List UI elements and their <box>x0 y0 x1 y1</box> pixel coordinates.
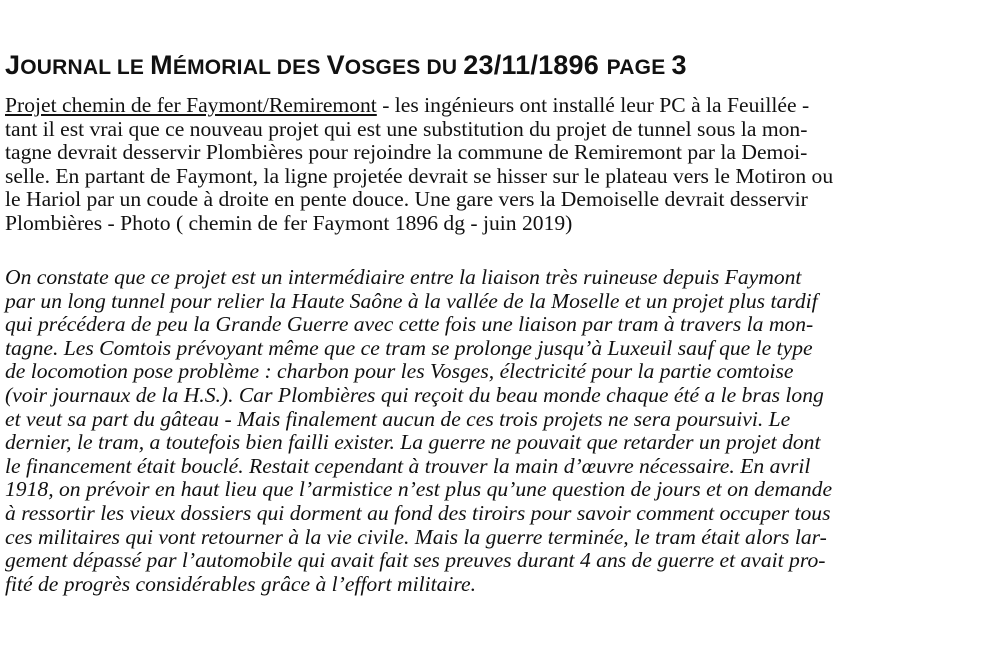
project-heading-link[interactable]: Projet chemin de fer Faymont/Remiremont <box>5 93 377 117</box>
text-line: le Hariol par un coude à droite en pente douce. Une gare vers la Demoiselle devrait desservir <box>5 187 808 212</box>
text-line: par un long tunnel pour relier la Haute Saône à la vallée de la Moselle et un projet plus tardif <box>5 288 818 313</box>
title-part: 23/11/1896 <box>463 50 607 80</box>
text-line: (voir journaux de la H.S.). Car Plombières qui reçoit du beau monde chaque été a le bras long <box>5 382 824 407</box>
text-line: à ressortir les vieux dossiers qui dorment au fond des tiroirs pour savoir comment occuper tous <box>5 500 831 525</box>
text-line: tant il est vrai que ce nouveau projet qui est une substitution du projet de tunnel sous la mon- <box>5 116 808 141</box>
text-line: Plombières - Photo ( chemin de fer Faymont 1896 dg - juin 2019) <box>5 210 573 235</box>
text-line: et veut sa part du gâteau - Mais finalement aucun de ces trois projets ne sera poursuivi. Le <box>5 406 791 431</box>
page-title <box>5 50 687 81</box>
text-line: le financement était bouclé. Restait cependant à trouver la main d’œuvre nécessaire. En avril <box>5 453 811 478</box>
text-line: fité de progrès considérables grâce à l’effort militaire. <box>5 571 476 596</box>
text-line: ces militaires qui vont retourner à la vie civile. Mais la guerre terminée, le tram était alors lar- <box>5 524 827 549</box>
text-line: dernier, le tram, a toutefois bien failli exister. La guerre ne pouvait que retarder un projet dont <box>5 430 821 455</box>
text-line: tagne devrait desservir Plombières pour rejoindre la commune de Remiremont par la Demoi- <box>5 140 808 165</box>
text-line: qui précédera de peu la Grande Guerre avec cette fois une liaison par tram à travers la mon- <box>5 312 814 337</box>
text-line: On constate que ce projet est un intermédiaire entre la liaison très ruineuse depuis Faymont <box>5 265 802 289</box>
text-line: 1918, on prévoir en haut lieu que l’armistice n’est plus qu’une question de jours et on demande <box>5 477 833 502</box>
title-part: OSGES DU <box>344 56 464 79</box>
text-line: gement dépassé par l’automobile qui avait fait ses preuves durant 4 ans de guerre et avait pro- <box>5 548 826 573</box>
title-part: 3 <box>671 50 687 80</box>
title-part: V <box>326 50 345 80</box>
title-part: PAGE <box>606 56 672 79</box>
text-fragment: - les ingénieurs ont installé leur PC à la Feuillée - <box>376 93 810 117</box>
title-part: ÉMORIAL DES <box>172 56 327 79</box>
title-part: OURNAL LE <box>20 56 151 79</box>
title-part: M <box>150 50 173 80</box>
title-part: J <box>5 50 21 80</box>
text-line: tagne. Les Comtois prévoyant même que ce tram se prolonge jusqu’à Luxeuil sauf que le type <box>5 335 813 360</box>
paragraph-commentary <box>5 266 1000 596</box>
paragraph-project-description <box>5 94 1000 236</box>
text-line: de locomotion pose problème : charbon pour les Vosges, électricité pour la partie comtoise <box>5 359 794 384</box>
text-line: selle. En partant de Faymont, la ligne projetée devrait se hisser sur le plateau vers le Motiron ou <box>5 163 834 188</box>
text-line <box>5 94 1000 118</box>
